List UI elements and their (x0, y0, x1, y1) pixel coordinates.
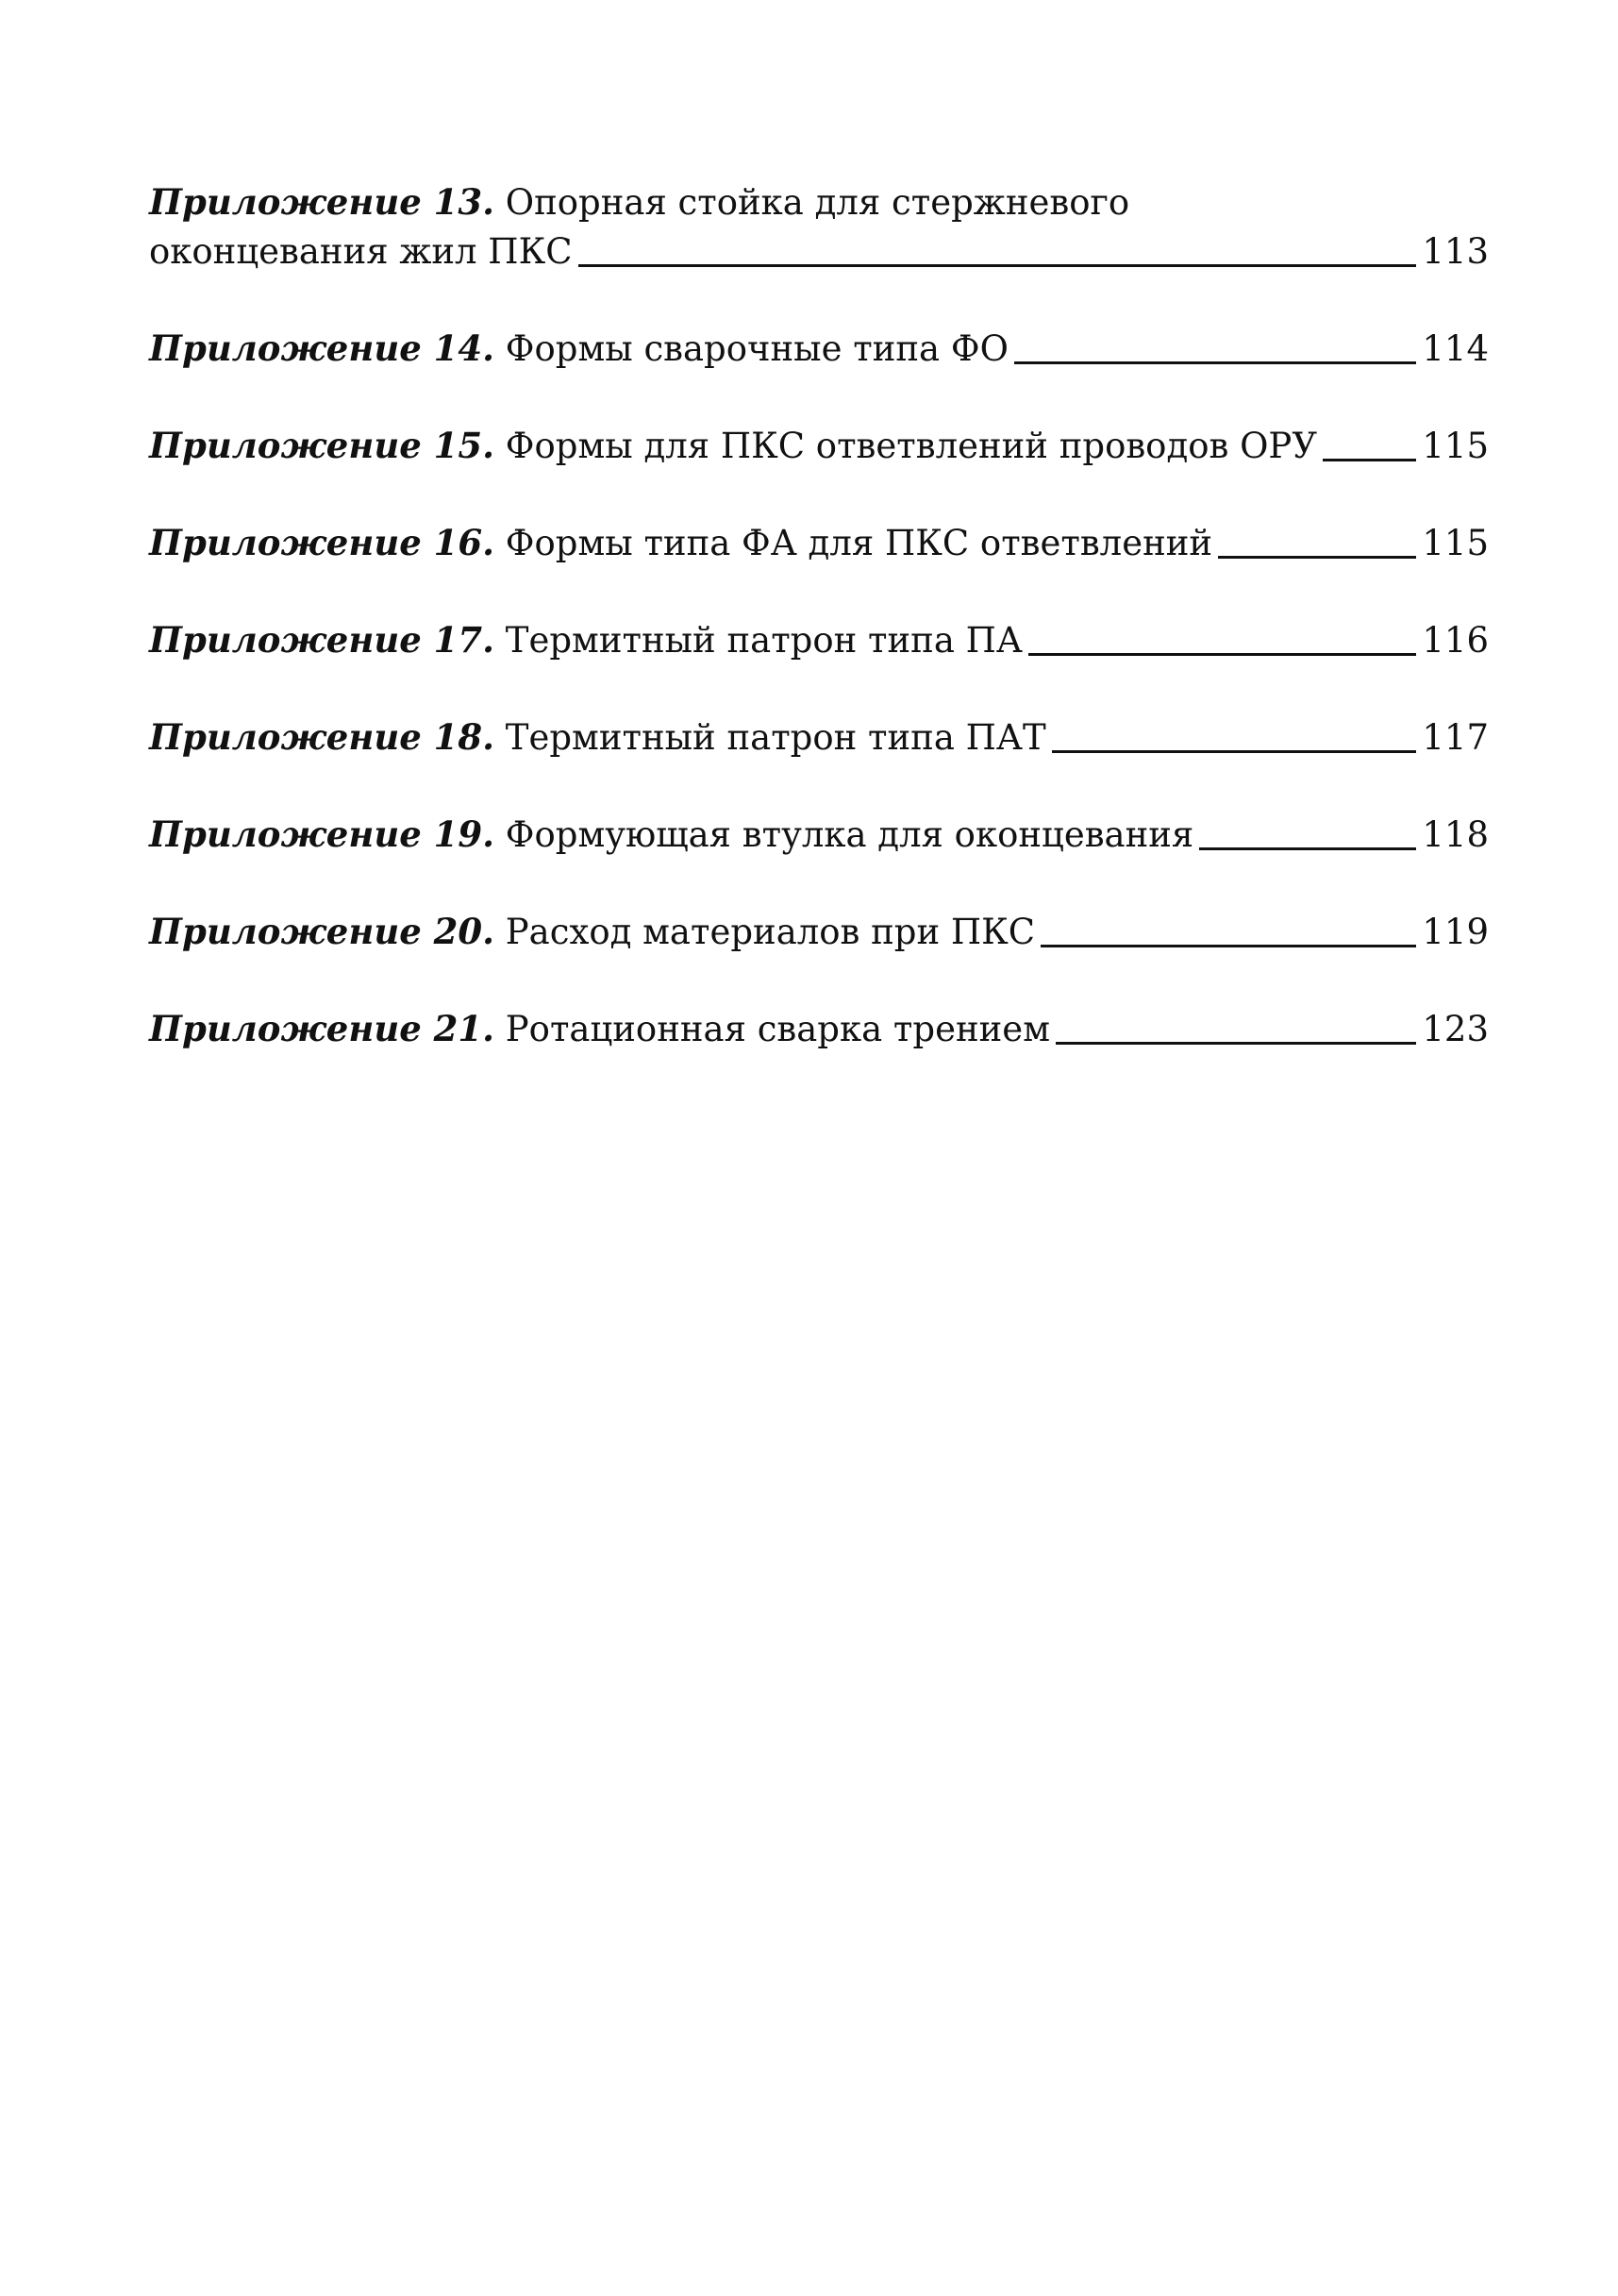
toc-entry-label: Приложение 15. (149, 425, 495, 466)
toc-entry-label: Приложение 14. (149, 327, 495, 369)
toc-entry-line (149, 518, 1489, 568)
dot-leader (578, 264, 1417, 267)
toc-entry-page: 117 (1422, 717, 1489, 758)
toc-entry-label: Приложение 17. (149, 619, 495, 661)
dot-leader (1041, 945, 1416, 947)
toc-entry-line (149, 1004, 1489, 1054)
toc-entry-title: Формующая втулка для оконцевания (505, 814, 1194, 855)
toc-entry-17 (149, 615, 1489, 665)
toc-entry-page: 115 (1422, 426, 1489, 466)
toc-entry-label: Приложение 16. (149, 522, 495, 563)
toc-entry-title: Формы для ПКС ответвлений проводов ОРУ (505, 426, 1318, 466)
toc-entry-16 (149, 518, 1489, 568)
toc-entry-label: Приложение 19. (149, 813, 495, 855)
dot-leader (1218, 556, 1416, 559)
toc-entry-title: Формы типа ФА для ПКС ответвлений (505, 523, 1213, 563)
toc-entry-line (149, 907, 1489, 957)
toc-entry-18 (149, 712, 1489, 763)
dot-leader (1323, 459, 1416, 461)
dot-leader (1199, 847, 1416, 850)
toc-entry-title: Формы сварочные типа ФО (505, 328, 1009, 369)
toc-entry-page: 115 (1422, 523, 1489, 563)
toc-entry-first-line (149, 177, 1489, 227)
toc-entry-14 (149, 324, 1489, 374)
toc-entry-label: Приложение 21. (149, 1008, 495, 1049)
toc-entry-title: Расход материалов при ПКС (505, 912, 1036, 952)
dot-leader (1052, 750, 1417, 753)
toc-entry-title: Опорная стойка для стержневого (505, 182, 1130, 223)
toc-entry-label: Приложение 13. (149, 181, 495, 223)
toc-entry-page: 116 (1422, 620, 1489, 661)
toc-entry-page: 118 (1422, 814, 1489, 855)
toc-entry-page: 119 (1422, 912, 1489, 952)
dot-leader (1014, 361, 1416, 364)
toc-entry-line (149, 810, 1489, 860)
toc-entry-title: Термитный патрон типа ПАТ (505, 717, 1046, 758)
table-of-contents (149, 177, 1489, 1054)
toc-entry-label: Приложение 18. (149, 716, 495, 758)
toc-entry-page: 113 (1422, 231, 1489, 272)
toc-entry-line (149, 324, 1489, 374)
toc-entry-last-line (149, 227, 1489, 277)
toc-entry-page: 123 (1422, 1009, 1489, 1049)
toc-entry-20 (149, 907, 1489, 957)
toc-entry-15 (149, 421, 1489, 471)
toc-entry-21 (149, 1004, 1489, 1054)
toc-entry-page: 114 (1422, 328, 1489, 369)
dot-leader (1028, 653, 1416, 656)
dot-leader (1056, 1042, 1416, 1045)
toc-entry-19 (149, 810, 1489, 860)
toc-entry-line (149, 712, 1489, 763)
toc-entry-line (149, 421, 1489, 471)
toc-entry-title: Термитный патрон типа ПА (505, 620, 1023, 661)
toc-entry-label: Приложение 20. (149, 911, 495, 952)
toc-entry-13 (149, 177, 1489, 277)
toc-entry-line (149, 615, 1489, 665)
toc-entry-title: Ротационная сварка трением (505, 1009, 1050, 1049)
toc-entry-title-continued: оконцевания жил ПКС (149, 231, 573, 272)
